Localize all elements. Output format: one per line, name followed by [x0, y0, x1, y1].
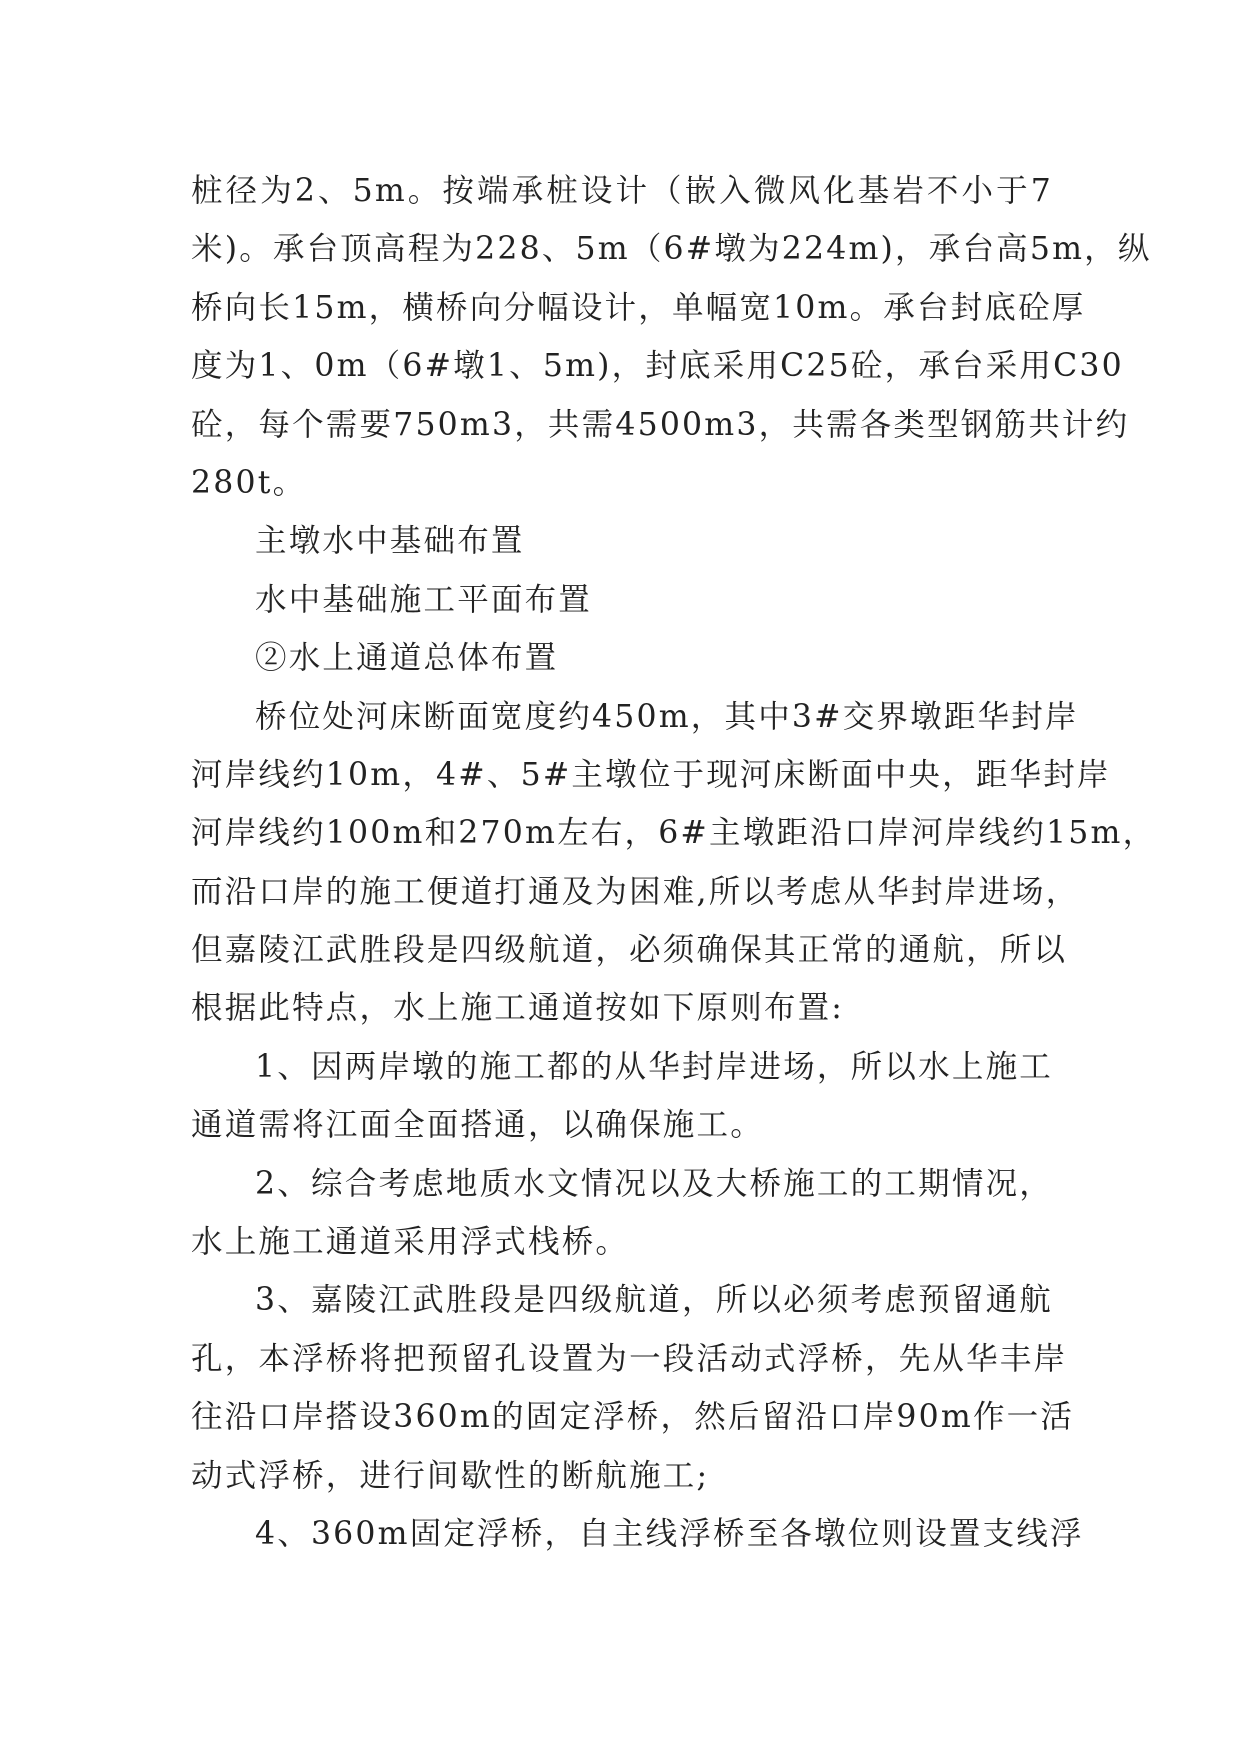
text-line: ②水上通道总体布置	[255, 640, 559, 677]
text-line: 桥向长15m，横桥向分幅设计，单幅宽10m。承台封底砼厚	[191, 289, 1086, 326]
text-line: 1、因两岸墩的施工都的从华封岸进场，所以水上施工	[255, 1048, 1053, 1085]
text-line: 而沿口岸的施工便道打通及为困难,所以考虑从华封岸进场，	[191, 873, 1080, 910]
text-line: 度为1、0m（6#墩1、5m)，封底采用C25砼，承台采用C30	[191, 348, 1124, 385]
text-line: 280t。	[191, 464, 307, 501]
text-line: 水上施工通道采用浮式栈桥。	[191, 1224, 630, 1261]
document-body	[191, 162, 1157, 1563]
text-line: 动式浮桥，进行间歇性的断航施工;	[191, 1457, 710, 1494]
text-line: 孔，本浮桥将把预留孔设置为一段活动式浮桥，先从华丰岸	[191, 1340, 1068, 1377]
text-line: 3、嘉陵江武胜段是四级航道，所以必须考虑预留通航	[255, 1282, 1053, 1319]
text-line: 米)。承台顶高程为228、5m（6#墩为224m)，承台高5m，纵	[191, 231, 1152, 268]
text-line: 根据此特点，水上施工通道按如下原则布置:	[191, 990, 845, 1027]
text-line: 往沿口岸搭设360m的固定浮桥，然后留沿口岸90m作一活	[191, 1399, 1075, 1436]
text-line: 河岸线约100m和270m左右，6#主墩距沿口岸河岸线约15m，	[191, 815, 1157, 852]
text-line: 但嘉陵江武胜段是四级航道，必须确保其正常的通航，所以	[191, 932, 1068, 969]
text-line: 水中基础施工平面布置	[255, 581, 593, 618]
text-line: 砼，每个需要750m3，共需4500m3，共需各类型钢筋共计约	[191, 406, 1130, 443]
text-line: 河岸线约10m，4#、5#主墩位于现河床断面中央，距华封岸	[191, 756, 1111, 793]
text-line: 主墩水中基础布置	[255, 523, 525, 560]
text-line: 桥位处河床断面宽度约450m，其中3#交界墩距华封岸	[255, 698, 1079, 735]
text-line: 桩径为2、5m。按端承桩设计（嵌入微风化基岩不小于7	[191, 173, 1053, 209]
text-line: 2、综合考虑地质水文情况以及大桥施工的工期情况，	[255, 1165, 1053, 1202]
text-line: 通道需将江面全面搭通，以确保施工。	[191, 1107, 764, 1144]
text-line: 4、360m固定浮桥，自主线浮桥至各墩位则设置支线浮	[255, 1515, 1084, 1552]
